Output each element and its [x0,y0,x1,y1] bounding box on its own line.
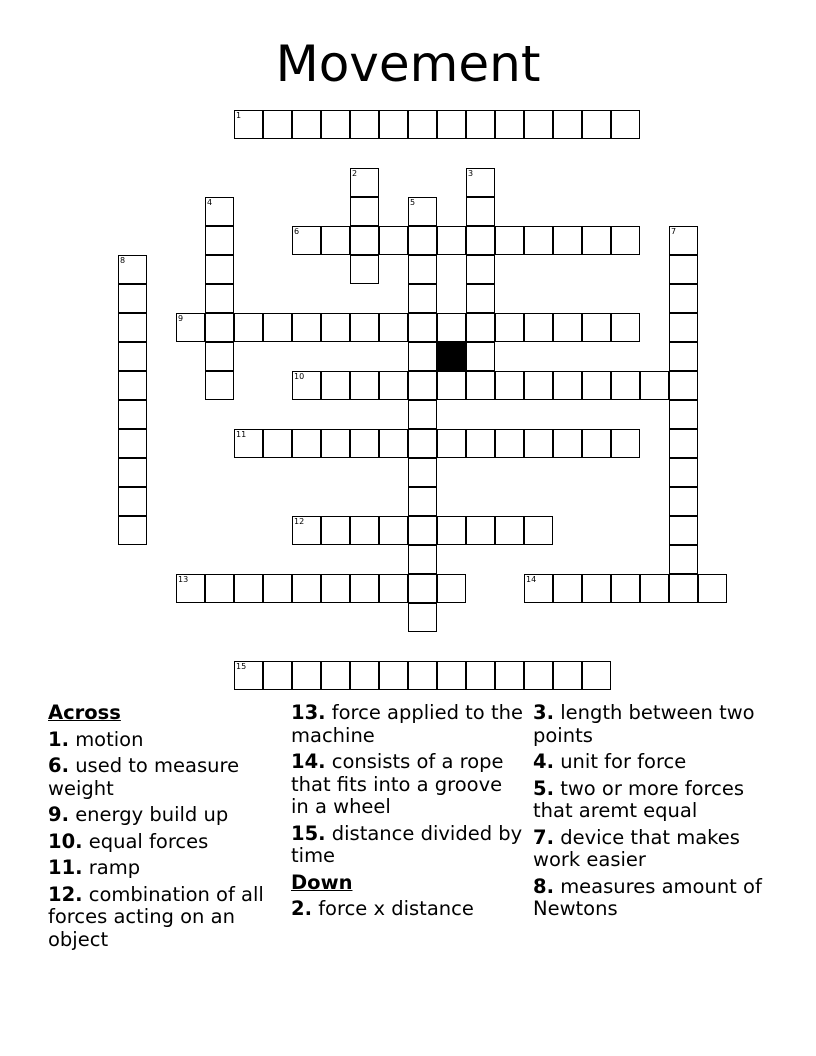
grid-cell[interactable] [524,226,553,255]
grid-cell[interactable] [118,400,147,429]
grid-cell[interactable] [118,284,147,313]
grid-cell[interactable] [582,371,611,400]
clue-across-1: 1. motion [48,727,144,751]
grid-cell[interactable] [408,110,437,139]
clue-number: 12 [294,517,305,526]
grid-cell[interactable] [263,661,292,690]
grid-cell[interactable] [408,458,437,487]
clue-number: 4 [207,198,213,207]
grid-cell[interactable] [118,487,147,516]
grid-cell[interactable] [321,110,350,139]
across-heading: Across [48,701,121,724]
clue-across-15: 15. distance divided by time [291,821,523,867]
grid-cell[interactable] [205,197,234,226]
grid-cell[interactable] [118,516,147,545]
grid-cell[interactable] [118,429,147,458]
grid-cell[interactable] [553,574,582,603]
grid-cell[interactable] [205,313,234,342]
grid-cell[interactable] [176,313,205,342]
grid-cell[interactable] [263,313,292,342]
clue-across-12: 12. combination of all forces acting on an object [48,882,264,951]
grid-cell[interactable] [582,574,611,603]
clue-across-9: 9. energy build up [48,803,229,826]
grid-cell[interactable] [437,226,466,255]
grid-cell[interactable] [553,661,582,690]
grid-cell[interactable] [408,487,437,516]
grid-cell[interactable] [669,342,698,371]
grid-cell[interactable] [408,400,437,429]
clue-number: 1 [236,111,242,120]
grid-cell[interactable] [698,574,727,603]
grid-cell[interactable] [292,226,321,255]
grid-cell[interactable] [408,226,437,255]
down-heading: Down [291,870,353,894]
clue-number: 10 [294,372,305,381]
clue-down-2: 2. force x distance [291,897,474,920]
grid-cell[interactable] [408,342,437,371]
grid-cell[interactable] [466,226,495,255]
grid-cell[interactable] [582,226,611,255]
grid-cell[interactable] [466,197,495,226]
grid-cell[interactable] [292,516,321,545]
grid-cell[interactable] [408,603,437,632]
clue-column-3 [533,702,773,925]
grid-cell[interactable] [669,255,698,284]
grid-cell[interactable] [582,313,611,342]
grid-cell[interactable] [205,284,234,313]
grid-cell[interactable] [669,313,698,342]
grid-cell[interactable] [553,371,582,400]
grid-cell[interactable] [350,226,379,255]
clue-number: 6 [294,227,300,236]
clue-number: 3 [468,169,474,178]
grid-cell[interactable] [350,429,379,458]
grid-cell[interactable] [379,661,408,690]
grid-cell[interactable] [466,255,495,284]
grid-cell[interactable] [669,284,698,313]
grid-cell[interactable] [292,574,321,603]
clue-across-11: 11. ramp [48,856,141,879]
clue-number: 8 [120,256,126,265]
grid-cell[interactable] [118,313,147,342]
clue-down-3: 3. length between two points [533,701,755,747]
grid-cell[interactable] [524,110,553,139]
grid-cell[interactable] [669,429,698,458]
grid-cell[interactable] [669,371,698,400]
grid-cell[interactable] [118,458,147,487]
grid-cell[interactable] [466,313,495,342]
grid-cell[interactable] [321,661,350,690]
clue-across-6: 6. used to measure weight [48,754,240,800]
grid-cell[interactable] [321,574,350,603]
grid-cell[interactable] [118,371,147,400]
grid-cell[interactable] [205,342,234,371]
grid-cell[interactable] [292,110,321,139]
grid-cell[interactable] [263,110,292,139]
grid-cell[interactable] [553,429,582,458]
grid-cell[interactable] [379,516,408,545]
grid-cell[interactable] [234,313,263,342]
grid-cell[interactable] [205,255,234,284]
grid-cell[interactable] [466,168,495,197]
grid-cell[interactable] [437,313,466,342]
grid-cell[interactable] [350,110,379,139]
grid-cell[interactable] [118,342,147,371]
grid-cell[interactable] [437,371,466,400]
clue-down-8: 8. measures amount of Newtons [533,874,762,920]
grid-cell[interactable] [669,400,698,429]
clue-number: 14 [526,575,537,584]
clue-number: 11 [236,430,247,439]
grid-cell[interactable] [495,429,524,458]
clue-number: 7 [671,227,677,236]
grid-cell[interactable] [408,574,437,603]
clue-number: 13 [178,575,189,584]
grid-cell[interactable] [379,226,408,255]
grid-cell[interactable] [321,429,350,458]
clue-column-2 [291,702,523,925]
grid-cell[interactable] [263,574,292,603]
grid-cell[interactable] [466,342,495,371]
grid-cell[interactable] [408,284,437,313]
grid-cell[interactable] [350,197,379,226]
clue-across-10: 10. equal forces [48,829,209,853]
grid-cell[interactable] [350,255,379,284]
grid-cell[interactable] [408,197,437,226]
grid-cell[interactable] [611,429,640,458]
grid-cell[interactable] [553,226,582,255]
grid-cell[interactable] [640,574,669,603]
grid-cell[interactable] [408,545,437,574]
clue-down-7: 7. device that makes work easier [533,825,740,871]
grid-cell[interactable] [611,226,640,255]
grid-cell[interactable] [669,574,698,603]
grid-cell[interactable] [408,255,437,284]
grid-cell[interactable] [408,516,437,545]
grid-cell[interactable] [495,661,524,690]
grid-cell[interactable] [292,313,321,342]
grid-cell[interactable] [234,429,263,458]
grid-cell[interactable] [321,313,350,342]
clue-down-4: 4. unit for force [533,750,687,773]
clue-number: 9 [178,314,184,323]
grid-cell[interactable] [350,168,379,197]
grid-cell[interactable] [263,429,292,458]
grid-cell[interactable] [611,371,640,400]
grid-cell[interactable] [437,574,466,603]
grid-cell[interactable] [466,429,495,458]
clue-down-5: 5. two or more forces that aremt equal [533,776,745,822]
grid-cell[interactable] [611,574,640,603]
grid-cell[interactable] [176,574,205,603]
grid-cell[interactable] [437,110,466,139]
grid-cell[interactable] [205,371,234,400]
grid-cell[interactable] [408,371,437,400]
grid-cell[interactable] [350,313,379,342]
grid-cell[interactable] [466,516,495,545]
grid-cell[interactable] [495,516,524,545]
grid-cell[interactable] [379,429,408,458]
grid-cell[interactable] [408,429,437,458]
clue-column-1 [48,702,284,955]
grid-cell[interactable] [524,429,553,458]
clue-number: 5 [410,198,416,207]
grid-cell[interactable] [582,661,611,690]
clue-number: 2 [352,169,358,178]
grid-cell[interactable] [669,226,698,255]
grid-cell[interactable] [466,661,495,690]
grid-cell[interactable] [611,313,640,342]
grid-cell[interactable] [553,313,582,342]
grid-cell[interactable] [669,487,698,516]
grid-cell[interactable] [292,429,321,458]
grid-cell[interactable] [669,545,698,574]
grid-cell[interactable] [582,429,611,458]
grid-cell[interactable] [321,516,350,545]
grid-cell[interactable] [495,371,524,400]
grid-cell[interactable] [234,574,263,603]
grid-cell[interactable] [408,661,437,690]
clue-number: 15 [236,662,247,671]
grid-cell[interactable] [437,429,466,458]
grid-cell[interactable] [437,661,466,690]
grid-cell[interactable] [292,661,321,690]
grid-cell[interactable] [205,574,234,603]
grid-cell[interactable] [495,226,524,255]
grid-cell[interactable] [495,110,524,139]
grid-cell[interactable] [466,284,495,313]
grid-cell[interactable] [669,516,698,545]
grid-cell[interactable] [118,255,147,284]
grid-cell[interactable] [640,371,669,400]
clue-across-14: 14. consists of a rope that fits into a groove in a wheel [291,750,504,818]
grid-cell[interactable] [350,516,379,545]
grid-cell[interactable] [350,574,379,603]
grid-cell[interactable] [321,226,350,255]
grid-cell[interactable] [205,226,234,255]
grid-cell[interactable] [234,110,263,139]
grid-cell[interactable] [524,371,553,400]
grid-cell[interactable] [379,110,408,139]
grid-cell[interactable] [437,516,466,545]
grid-cell[interactable] [611,110,640,139]
clue-across-13: 13. force applied to the machine [291,701,523,747]
grid-cell[interactable] [379,574,408,603]
grid-cell[interactable] [379,313,408,342]
black-cell [437,342,466,371]
grid-cell[interactable] [466,110,495,139]
puzzle-title: Movement [275,35,541,93]
grid-cell[interactable] [582,110,611,139]
grid-cell[interactable] [524,661,553,690]
grid-cell[interactable] [350,371,379,400]
grid-cell[interactable] [524,313,553,342]
grid-cell[interactable] [234,661,263,690]
grid-cell[interactable] [379,371,408,400]
grid-cell[interactable] [292,371,321,400]
grid-cell[interactable] [524,516,553,545]
grid-cell[interactable] [495,313,524,342]
grid-cell[interactable] [350,661,379,690]
grid-cell[interactable] [553,110,582,139]
grid-cell[interactable] [524,574,553,603]
grid-cell[interactable] [321,371,350,400]
grid-cell[interactable] [669,458,698,487]
grid-cell[interactable] [408,313,437,342]
grid-cell[interactable] [466,371,495,400]
